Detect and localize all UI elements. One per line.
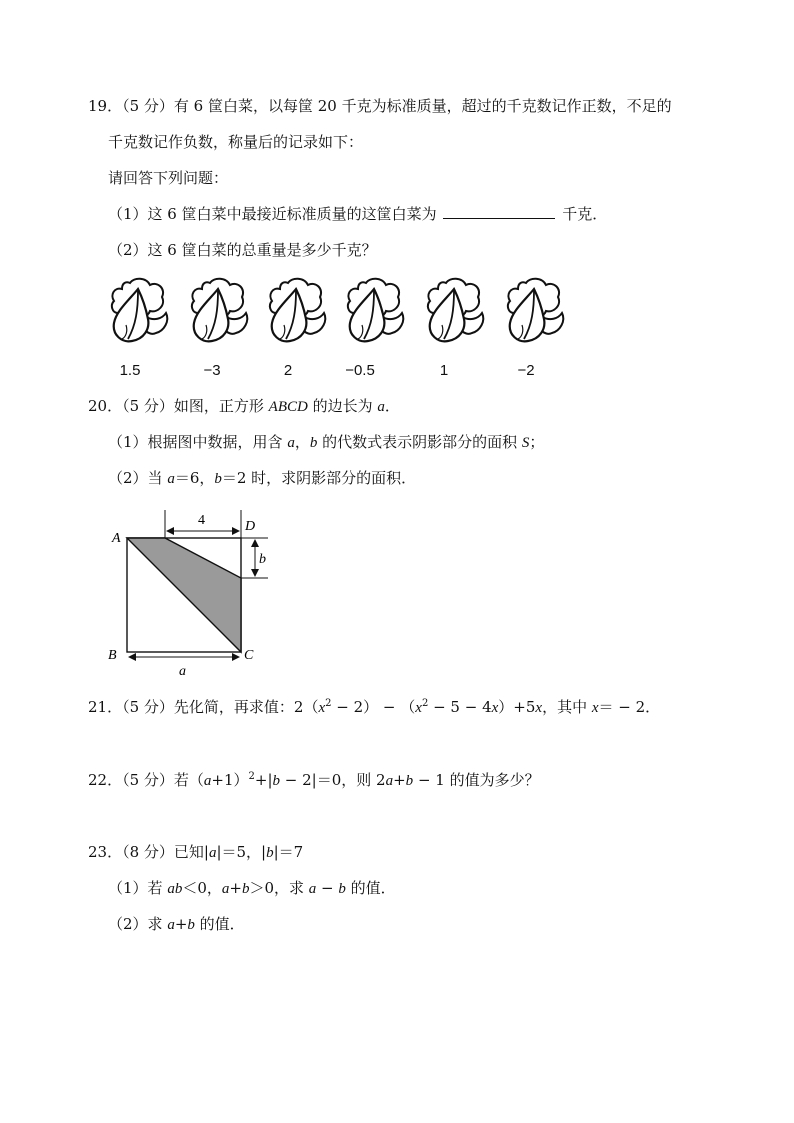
q20-part2 [108, 468, 416, 489]
q22-var: a [203, 773, 212, 789]
q21-var: x [535, 700, 543, 716]
q23-part2 [108, 914, 245, 935]
q23-var: b [241, 881, 250, 897]
q23-text: |＝7 [273, 843, 304, 861]
q20-var: a [377, 399, 385, 415]
answer-blank[interactable] [443, 204, 555, 219]
cabbage-value: −0.5 [345, 362, 375, 379]
q23-text: ＜0， [182, 879, 222, 897]
q20-text: （1）根据图中数据，用含 [108, 433, 288, 451]
square-figure [100, 505, 290, 684]
q21-text: ）+5 [498, 698, 536, 716]
q21-exp: 2 [421, 698, 429, 709]
cabbage-value: 1 [439, 362, 449, 379]
q23-var: a [221, 881, 230, 897]
q23-var: a [167, 917, 175, 933]
bottom-length-label: a [179, 664, 186, 679]
cabbage-value: −3 [203, 362, 221, 379]
q22-exp: 2 [248, 771, 255, 782]
q21-text: − 5 − 4 [428, 698, 492, 716]
q20-text: ； [529, 433, 545, 451]
q22-text: − 2|＝0，则 2 [280, 771, 386, 789]
q23-text: 的值． [345, 879, 396, 897]
q23-text: − [316, 879, 339, 897]
q21-text: ，其中 [542, 698, 592, 716]
q19-line3: 请回答下列问题： [108, 169, 229, 187]
q23-text: |＝5，| [216, 843, 267, 861]
q20-var: a [167, 471, 175, 487]
q21-var: x [318, 700, 326, 716]
q22-text: +| [254, 771, 273, 789]
q22-text: + [393, 771, 406, 789]
q20-line1 [88, 396, 400, 417]
q21-text: − 2） − （ [331, 698, 416, 716]
q22-var: b [272, 773, 281, 789]
q23-part1 [108, 878, 396, 899]
q22-text: 22．（5 分）若（ [88, 771, 204, 789]
q19-line1: 19．（5 分）有 6 筐白菜，以每筐 20 千克为标准质量，超过的千克数记作正数，不足的 [88, 97, 672, 115]
q20-text: ， [294, 433, 310, 451]
q23-line1 [88, 842, 303, 863]
q22-var: b [405, 773, 414, 789]
vertex-d-label: D [245, 519, 256, 534]
q20-text: ＝2 时，求阴影部分的面积． [221, 469, 417, 487]
q23-text: + [229, 879, 242, 897]
vertex-b-label: B [108, 648, 117, 663]
side-length-label: b [259, 552, 266, 567]
q23-text: ＞0，求 [249, 879, 309, 897]
q19-part1-unit: 千克． [562, 205, 608, 223]
q20-text: 20．（5 分）如图，正方形 [88, 397, 269, 415]
q21-var: x [591, 700, 599, 716]
q19-part2: （2）这 6 筐白菜的总重量是多少千克？ [108, 241, 377, 259]
q20-var: b [214, 471, 222, 487]
q20-text: ． [384, 397, 400, 415]
q23-text: 23．（8 分）已知| [88, 843, 209, 861]
cabbage-value: −2 [517, 362, 535, 379]
cabbage-icon [104, 275, 176, 343]
q21-text: ＝ − 2． [598, 698, 661, 716]
q23-text: （2）求 [108, 915, 168, 933]
cabbage-value: 2 [283, 362, 293, 379]
q23-var: b [266, 845, 274, 861]
q20-var: a [287, 435, 295, 451]
q23-text: 的值． [194, 915, 245, 933]
q20-text: 的边长为 [307, 397, 378, 415]
q23-var: a [308, 881, 317, 897]
q21-line [88, 697, 660, 718]
q20-var: ABCD [268, 399, 308, 415]
q22-text: +1） [211, 771, 249, 789]
top-length-label: 4 [198, 513, 205, 528]
q19-line2: 千克数记作负数，称量后的记录如下： [108, 133, 364, 151]
cabbage-value: 1.5 [119, 362, 141, 379]
q21-var: x [415, 700, 422, 716]
q20-var: S [521, 435, 530, 451]
q20-part1 [108, 432, 544, 453]
q23-var: ab [167, 881, 183, 897]
q19-part1 [108, 204, 607, 224]
q22-var: a [385, 773, 394, 789]
q21-text: 21．（5 分）先化简，再求值：2（ [88, 698, 319, 716]
q23-var: b [338, 881, 346, 897]
q23-var: a [208, 845, 217, 861]
q19-part1-text: （1）这 6 筐白菜中最接近标准质量的这筐白菜为 [108, 205, 437, 223]
shaded-region [127, 538, 241, 652]
q22-text: − 1 的值为多少？ [413, 771, 540, 789]
q23-text: + [174, 915, 188, 933]
cabbage-icon [184, 275, 256, 343]
q20-var: b [309, 435, 318, 451]
q23-text: （1）若 [108, 879, 168, 897]
q21-var: x [491, 700, 499, 716]
cabbage-icon [500, 275, 572, 343]
cabbage-icon [262, 275, 334, 343]
q21-exp: 2 [325, 698, 332, 709]
vertex-a-label: A [112, 531, 121, 546]
q20-text: （2）当 [108, 469, 168, 487]
q20-text: 的代数式表示阴影部分的面积 [317, 433, 522, 451]
cabbage-icon [420, 275, 492, 343]
q20-text: ＝6， [174, 469, 215, 487]
q22-line [88, 770, 540, 791]
vertex-c-label: C [244, 648, 254, 663]
cabbage-icon [340, 275, 412, 343]
q23-var: b [187, 917, 195, 933]
